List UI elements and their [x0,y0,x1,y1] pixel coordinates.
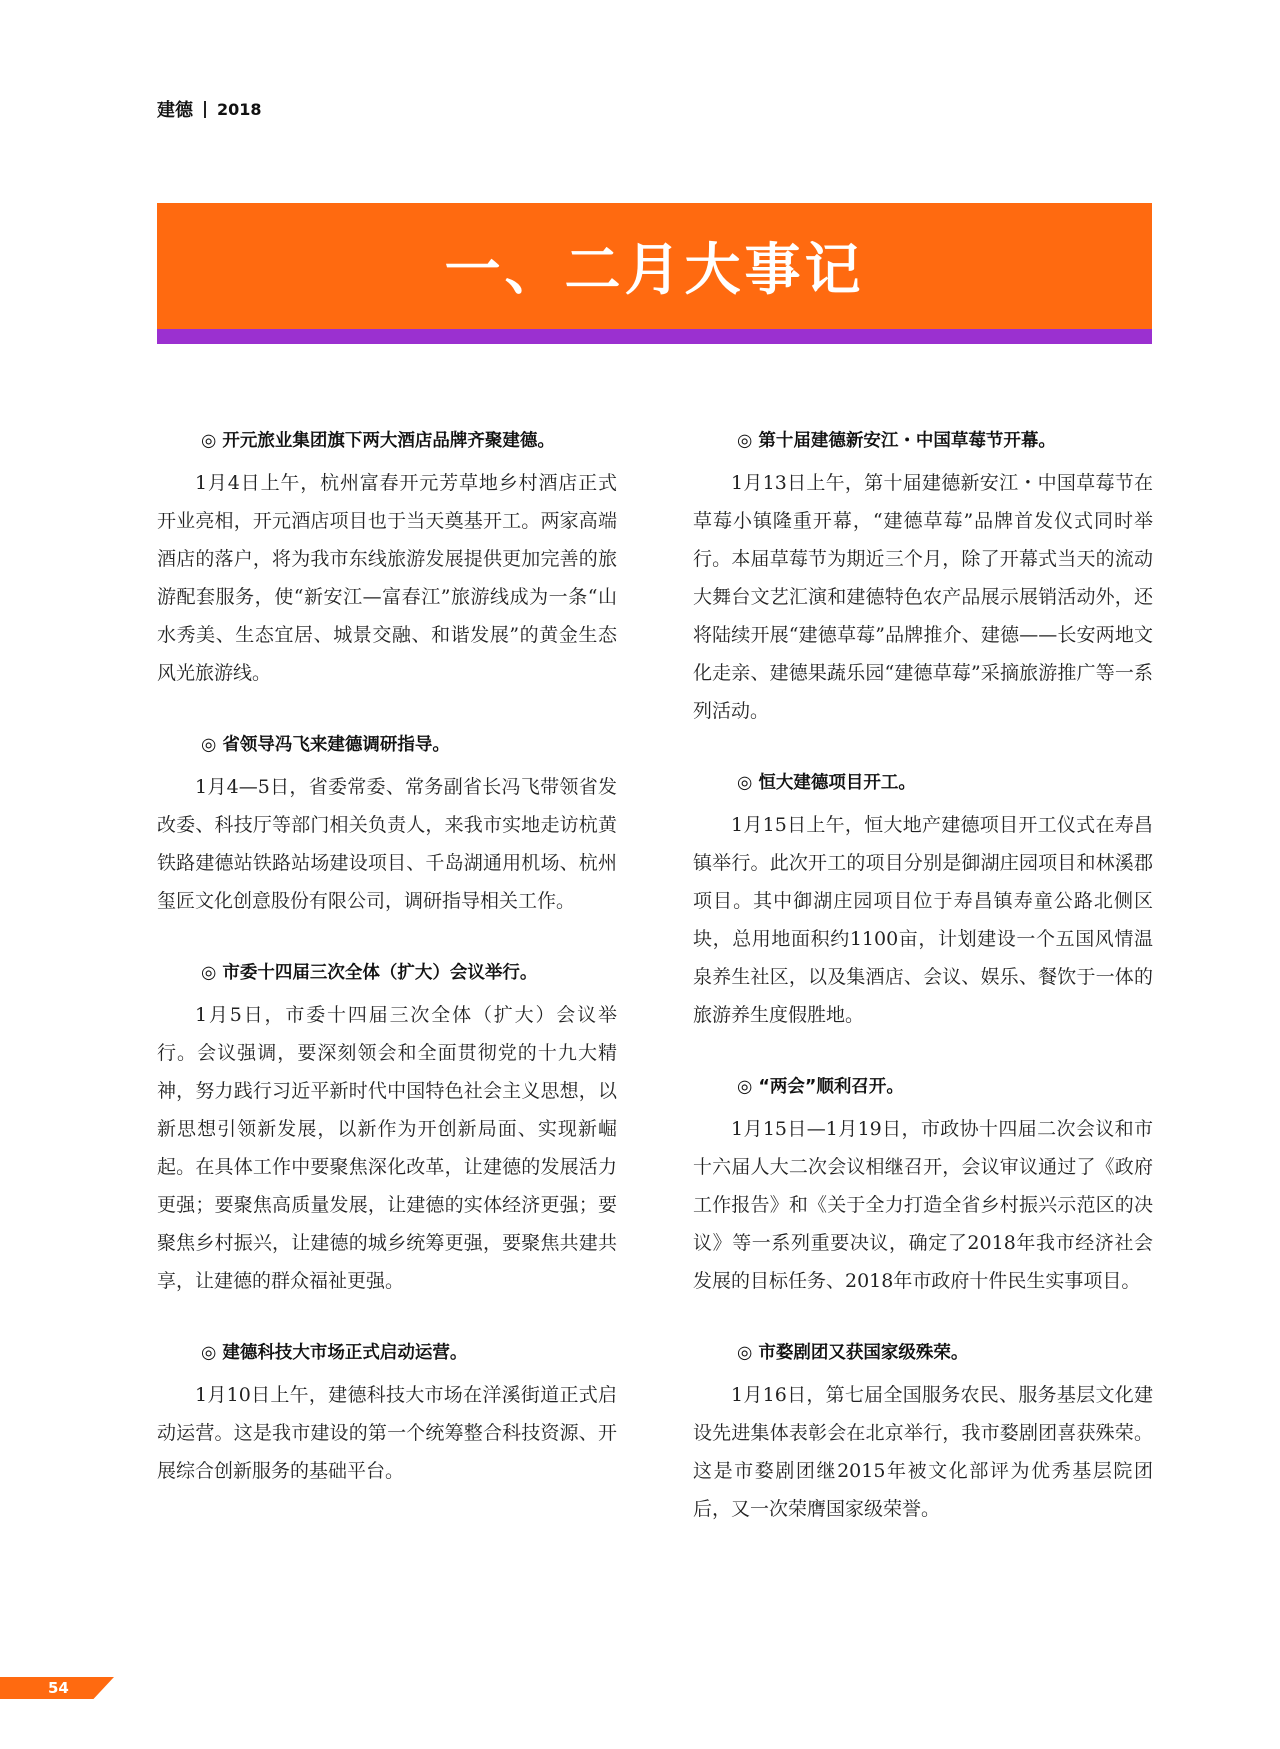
event-title: ◎ 恒大建德项目开工。 [737,773,916,793]
book-title: 建德 [157,100,193,121]
event-title: ◎ 市委十四届三次全体（扩大）会议举行。 [201,963,538,983]
page-number: 54 [48,1679,69,1697]
header-divider [204,101,206,118]
event-body: 1月4日上午，杭州富春开元芳草地乡村酒店正式开业亮相，开元酒店项目也于当天奠基开工。两家高端酒店的落户，将为我市东线旅游发展提供更加完善的旅游配套服务，使“新安江—富春江”旅游线成为一条“山水秀美、生态宜居、城景交融、和谐发展”的黄金生态风光旅游线。 [157,472,617,684]
chapter-banner [157,203,1152,329]
event-entry [157,428,617,692]
chapter-title: 一、二月大事记 [444,238,865,303]
right-column [693,428,1153,1568]
event-entry [157,1340,617,1490]
event-title: ◎ 第十届建德新安江・中国草莓节开幕。 [737,431,1056,451]
event-title: ◎ 建德科技大市场正式启动运营。 [201,1343,468,1363]
left-column [157,428,617,1530]
event-entry [157,960,617,1300]
banner-accent-stripe [157,329,1152,344]
event-body: 1月5日，市委十四届三次全体（扩大）会议举行。会议强调，要深刻领会和全面贯彻党的十九大精神，努力践行习近平新时代中国特色社会主义思想，以新思想引领新发展，以新作为开创新局面、实现新崛起。在具体工作中要聚焦深化改革，让建德的发展活力更强；要聚焦高质量发展，让建德的实体经济更强；要聚焦乡村振兴，让建德的城乡统筹更强，要聚焦共建共享，让建德的群众福祉更强。 [157,1004,617,1292]
header-year: 2018 [217,99,262,119]
event-entry [693,1340,1153,1528]
event-title: ◎ 开元旅业集团旗下两大酒店品牌齐聚建德。 [201,431,555,451]
event-entry [693,428,1153,730]
event-entry [693,770,1153,1034]
event-title: ◎ “两会”顺利召开。 [737,1077,904,1097]
event-title: ◎ 市婺剧团又获国家级殊荣。 [737,1343,969,1363]
event-body: 1月10日上午，建德科技大市场在洋溪街道正式启动运营。这是我市建设的第一个统筹整合科技资源、开展综合创新服务的基础平台。 [157,1384,617,1482]
event-body: 1月4—5日，省委常委、常务副省长冯飞带领省发改委、科技厅等部门相关负责人，来我市实地走访杭黄铁路建德站铁路站场建设项目、千岛湖通用机场、杭州玺匠文化创意股份有限公司，调研指导相关工作。 [157,776,617,912]
event-entry [157,732,617,920]
event-title: ◎ 省领导冯飞来建德调研指导。 [201,735,450,755]
event-body: 1月15日上午，恒大地产建德项目开工仪式在寿昌镇举行。此次开工的项目分别是御湖庄园项目和林溪郡项目。其中御湖庄园项目位于寿昌镇寿童公路北侧区块，总用地面积约1100亩，计划建设一个五国风情温泉养生社区，以及集酒店、会议、娱乐、餐饮于一体的旅游养生度假胜地。 [693,814,1153,1026]
event-body: 1月13日上午，第十届建德新安江・中国草莓节在草莓小镇隆重开幕，“建德草莓”品牌首发仪式同时举行。本届草莓节为期近三个月，除了开幕式当天的流动大舞台文艺汇演和建德特色农产品展示展销活动外，还将陆续开展“建德草莓”品牌推介、建德——长安两地文化走亲、建德果蔬乐园“建德草莓”采摘旅游推广等一系列活动。 [693,472,1153,722]
running-header [157,96,262,122]
event-body: 1月15日—1月19日，市政协十四届二次会议和市十六届人大二次会议相继召开，会议审议通过了《政府工作报告》和《关于全力打造全省乡村振兴示范区的决议》等一系列重要决议，确定了2018年我市经济社会发展的目标任务、2018年市政府十件民生实事项目。 [693,1118,1153,1292]
event-body: 1月16日，第七届全国服务农民、服务基层文化建设先进集体表彰会在北京举行，我市婺剧团喜获殊荣。这是市婺剧团继2015年被文化部评为优秀基层院团后，又一次荣膺国家级荣誉。 [693,1384,1153,1520]
event-entry [693,1074,1153,1300]
